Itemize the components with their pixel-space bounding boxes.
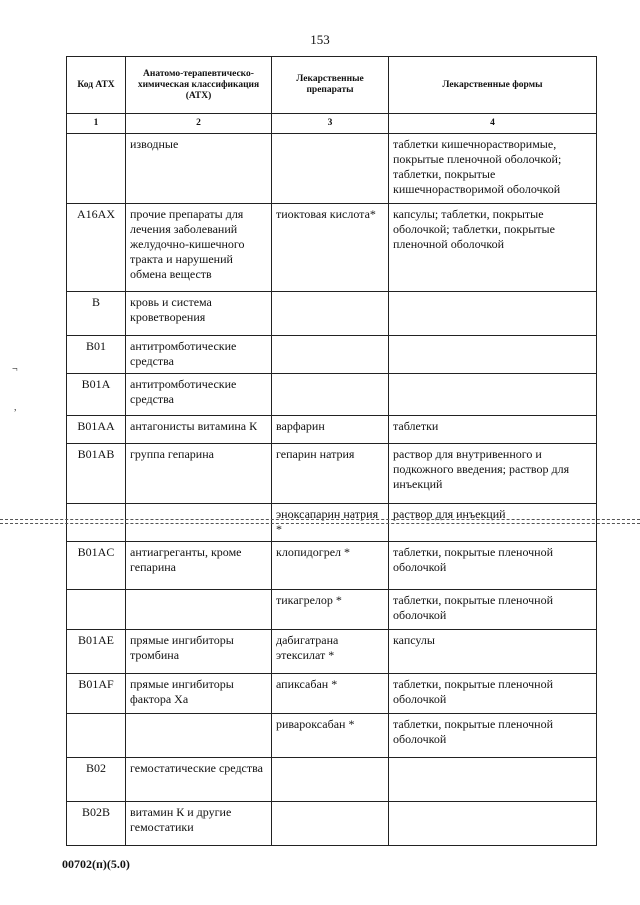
- drug-name: варфарин: [272, 416, 389, 444]
- column-number: 3: [272, 114, 389, 134]
- drug-name: апиксабан *: [272, 674, 389, 714]
- dosage-forms: [389, 292, 597, 336]
- table-row: [67, 674, 597, 714]
- dosage-forms: раствор для инъекций: [389, 504, 597, 542]
- table-row: [67, 336, 597, 374]
- dosage-forms: [389, 336, 597, 374]
- scan-fold-line: [0, 523, 640, 524]
- header-forms: Лекарственные формы: [389, 57, 597, 114]
- scan-speck: ¬: [12, 364, 18, 375]
- table-row: [67, 802, 597, 846]
- atx-classification: прочие препараты для лечения заболеваний желудочно-кишечного тракта и нарушений обмена веществ: [126, 204, 272, 292]
- table-header-row: [67, 57, 597, 114]
- drug-name: [272, 336, 389, 374]
- drug-name: тиоктовая кислота*: [272, 204, 389, 292]
- atx-classification: [126, 590, 272, 630]
- drug-name: тикагрелор *: [272, 590, 389, 630]
- atx-classification: гемостатические средства: [126, 758, 272, 802]
- dosage-forms: таблетки: [389, 416, 597, 444]
- atx-code: [67, 590, 126, 630]
- atx-code: [67, 134, 126, 204]
- scan-speck: ,: [14, 402, 17, 413]
- column-number: 1: [67, 114, 126, 134]
- atx-classification: кровь и система кроветворения: [126, 292, 272, 336]
- dosage-forms: таблетки, покрытые пленочной оболочкой: [389, 714, 597, 758]
- header-code: Код АТХ: [67, 57, 126, 114]
- atx-classification: антиагреганты, кроме гепарина: [126, 542, 272, 590]
- dosage-forms: таблетки, покрытые пленочной оболочкой: [389, 542, 597, 590]
- drug-name: [272, 758, 389, 802]
- atx-table: [66, 56, 597, 846]
- atx-code: B01AE: [67, 630, 126, 674]
- dosage-forms: таблетки, покрытые пленочной оболочкой: [389, 590, 597, 630]
- dosage-forms: таблетки кишечнорастворимые, покрытые пленочной оболочкой; таблетки, покрытые кишечнорастворимой оболочкой: [389, 134, 597, 204]
- column-number: 4: [389, 114, 597, 134]
- column-number-row: [67, 114, 597, 134]
- atx-classification: группа гепарина: [126, 444, 272, 504]
- table-row: [67, 714, 597, 758]
- drug-name: ривароксабан *: [272, 714, 389, 758]
- atx-code: B02: [67, 758, 126, 802]
- table-row: [67, 292, 597, 336]
- atx-code: B01AA: [67, 416, 126, 444]
- atx-code: B01AF: [67, 674, 126, 714]
- atx-code: B01AC: [67, 542, 126, 590]
- dosage-forms: [389, 758, 597, 802]
- table-row: [67, 374, 597, 416]
- dosage-forms: [389, 374, 597, 416]
- header-classification: Анатомо-терапевтическо-химическая классификация (АТХ): [126, 57, 272, 114]
- table-row: [67, 134, 597, 204]
- table-row: [67, 630, 597, 674]
- drug-name: [272, 134, 389, 204]
- column-number: 2: [126, 114, 272, 134]
- atx-classification: изводные: [126, 134, 272, 204]
- atx-classification: антитромботические средства: [126, 374, 272, 416]
- dosage-forms: таблетки, покрытые пленочной оболочкой: [389, 674, 597, 714]
- table-row: [67, 758, 597, 802]
- atx-code: B02B: [67, 802, 126, 846]
- document-code: 00702(п)(5.0): [62, 857, 130, 871]
- drug-name: эноксапарин натрия *: [272, 504, 389, 542]
- atx-classification: антагонисты витамина К: [126, 416, 272, 444]
- table-row: [67, 542, 597, 590]
- drug-name: дабигатрана этексилат *: [272, 630, 389, 674]
- atx-code: B: [67, 292, 126, 336]
- scan-fold-line: [0, 519, 640, 520]
- dosage-forms: капсулы; таблетки, покрытые оболочкой; таблетки, покрытые пленочной оболочкой: [389, 204, 597, 292]
- dosage-forms: [389, 802, 597, 846]
- dosage-forms: раствор для внутривенного и подкожного введения; раствор для инъекций: [389, 444, 597, 504]
- drug-name: клопидогрел *: [272, 542, 389, 590]
- drug-name: [272, 802, 389, 846]
- table-row: [67, 204, 597, 292]
- atx-classification: [126, 714, 272, 758]
- atx-classification: прямые ингибиторы фактора Ха: [126, 674, 272, 714]
- page-number: 153: [310, 32, 330, 47]
- header-drugs: Лекарственные препараты: [272, 57, 389, 114]
- dosage-forms: капсулы: [389, 630, 597, 674]
- table-row: [67, 416, 597, 444]
- atx-code: B01A: [67, 374, 126, 416]
- atx-classification: витамин К и другие гемостатики: [126, 802, 272, 846]
- drug-name: гепарин натрия: [272, 444, 389, 504]
- atx-code: [67, 714, 126, 758]
- table-row: [67, 590, 597, 630]
- drug-name: [272, 374, 389, 416]
- atx-classification: прямые ингибиторы тромбина: [126, 630, 272, 674]
- atx-code: B01AB: [67, 444, 126, 504]
- table-row: [67, 444, 597, 504]
- atx-code: A16AX: [67, 204, 126, 292]
- drug-name: [272, 292, 389, 336]
- atx-code: B01: [67, 336, 126, 374]
- atx-classification: антитромботические средства: [126, 336, 272, 374]
